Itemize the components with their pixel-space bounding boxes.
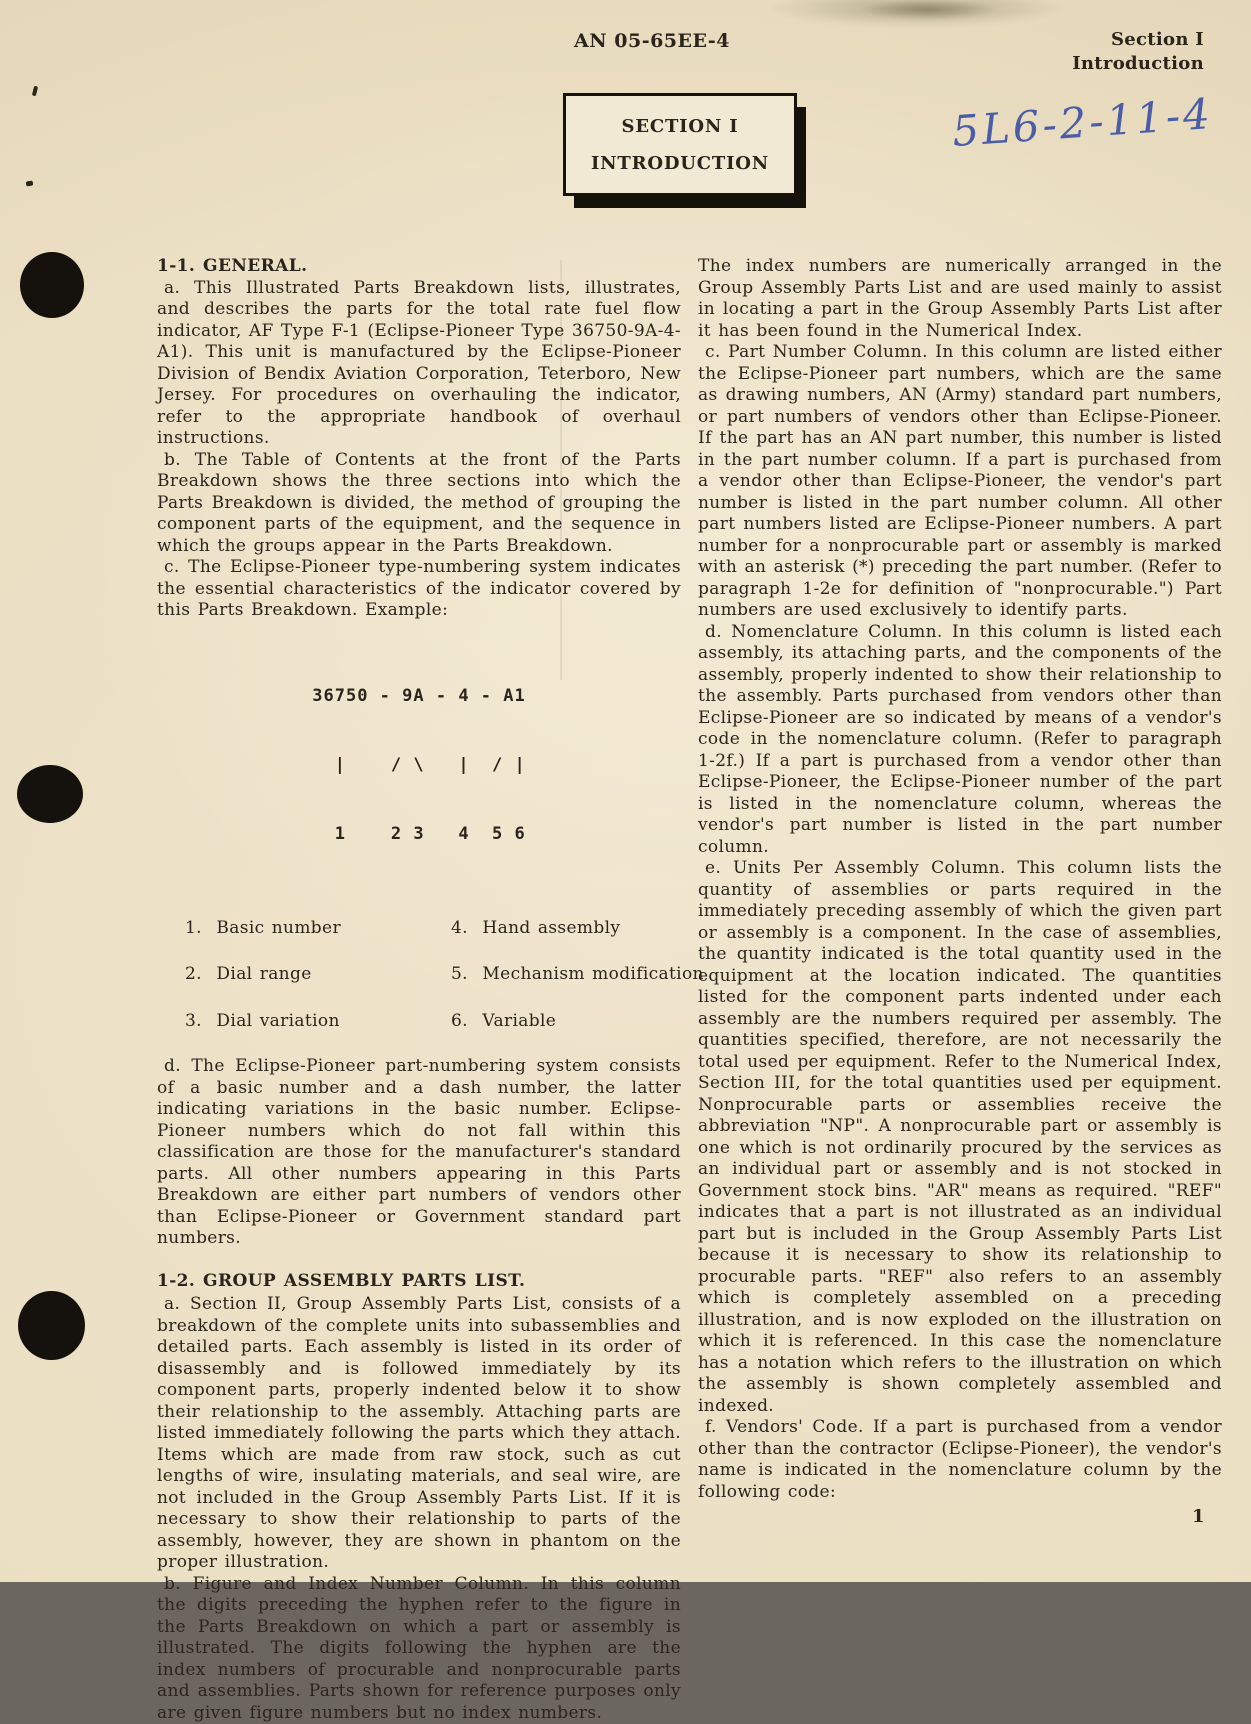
legend-item: 6. Variable: [451, 1011, 704, 1033]
diagram-connector-line: | / \ | / |: [312, 754, 525, 777]
type-number-diagram: [312, 639, 525, 892]
heading-general: 1-1. GENERAL.: [157, 256, 681, 278]
diagram-legend: [185, 918, 681, 1033]
legend-item: 5. Mechanism modification: [451, 964, 704, 986]
document-number: AN 05-65EE-4: [574, 30, 730, 52]
paragraph: a. This Illustrated Parts Breakdown lists, illustrates, and describes the parts for the total rate fuel flow indicator, AF Type F-1 (Eclipse-Pioneer Type 36750-9A-4-A1). This unit is manufactured by the Eclipse-Pioneer Division of Bendix Aviation Corporation, Teterboro, New Jersey. For procedures on overhauling the indicator, refer to the appropriate handbook of overhaul instructions.: [157, 278, 681, 450]
hole-punch: [20, 252, 84, 318]
paragraph: b. Figure and Index Number Column. In this column the digits preceding the hyphen refer to the figure in the Parts Breakdown on which a part or assembly is illustrated. The digits following the hyphen are the index numbers of procurable and nonprocurable parts and assemblies. Parts shown for reference purposes only are given figure numbers but no index numbers.: [157, 1574, 681, 1724]
paragraph: a. Section II, Group Assembly Parts List, consists of a breakdown of the complete units into subassemblies and detailed parts. Each assembly is listed in its order of disassembly and is followed immediately by its component parts, properly indented below it to show their relationship to the assembly. Attaching parts are listed immediately following the parts which they attach. Items which are made from raw stock, such as cut lengths of wire, insulating materials, and seal wire, are not included in the Group Assembly Parts List. If it is necessary to show their relationship to parts of the assembly, however, they are shown in phantom on the proper illustration.: [157, 1294, 681, 1574]
legend-item: 4. Hand assembly: [451, 918, 704, 940]
section-subtitle: INTRODUCTION: [591, 153, 769, 174]
paragraph: c. The Eclipse-Pioneer type-numbering system indicates the essential characteristics of the indicator covered by this Parts Breakdown. Example:: [157, 557, 681, 622]
legend-item: 3. Dial variation: [185, 1011, 451, 1033]
paragraph: f. Vendors' Code. If a part is purchased from a vendor other than the contractor (Eclipse-Pioneer), the vendor's name is indicated in the nomenclature column by the following code:: [698, 1417, 1222, 1503]
legend-item: 2. Dial range: [185, 964, 451, 986]
page-number: 1: [1192, 1506, 1205, 1527]
heading-group-assembly: 1-2. GROUP ASSEMBLY PARTS LIST.: [157, 1271, 681, 1293]
legend-item: 1. Basic number: [185, 918, 451, 940]
stray-ink-mark: [32, 86, 38, 97]
paragraph: d. The Eclipse-Pioneer part-numbering system consists of a basic number and a dash number, the latter indicating variations in the basic number. Eclipse-Pioneer numbers which do not fall within this classification are those for the manufacturer's standard parts. All other numbers appearing in this Parts Breakdown are either part numbers of vendors other than Eclipse-Pioneer or Government standard part numbers.: [157, 1056, 681, 1250]
section-label: Section I: [1072, 28, 1204, 52]
section-title-box: [563, 93, 797, 196]
section-title: SECTION I: [622, 116, 739, 137]
ink-smudge: [860, 0, 1000, 20]
paragraph: d. Nomenclature Column. In this column is listed each assembly, its attaching parts, and the components of the assembly, properly indented to show their relationship to the assembly. Parts purchased from vendors other than Eclipse-Pioneer are so indicated by means of a vendor's code in the nomenclature column. (Refer to paragraph 1-2f.) If a part is purchased from a vendor other than Eclipse-Pioneer, the Eclipse-Pioneer number of the part is listed in the nomenclature column, whereas the vendor's part number is listed in the part number column.: [698, 622, 1222, 859]
handwritten-annotation: 5L6-2-11-4: [951, 89, 1215, 156]
paragraph: e. Units Per Assembly Column. This column lists the quantity of assemblies or parts required in the immediately preceding assembly of which the given part or assembly is a component. In the case of assemblies, the quantity indicated is the total quantity used in the equipment at the location indicated. The quantities listed for the component parts indented under each assembly are the numbers required per assembly. The quantities specified, therefore, are not necessarily the total used per equipment. Refer to the Numerical Index, Section III, for the total quantities used per equipment. Nonprocurable parts or assemblies receive the abbreviation "NP". A nonprocurable part or assembly is one which is not ordinarily procured by the services as an individual part or assembly and is not stocked in Government stock bins. "AR" means as required. "REF" indicates that a part is not illustrated as an individual part but is included in the Group Assembly Parts List because it is necessary to show its relationship to procurable parts. "REF" also refers to an assembly which is completely assembled on a preceding illustration, and is now exploded on the illustration on which it is referenced. In this case the nomenclature has a notation which refers to the illustration on which the assembly is shown completely assembled and indexed.: [698, 858, 1222, 1417]
hole-punch: [17, 765, 83, 823]
hole-punch: [18, 1291, 85, 1360]
paragraph: c. Part Number Column. In this column are listed either the Eclipse-Pioneer part numbers, which are the same as drawing numbers, AN (Army) standard part numbers, or part numbers of vendors other than Eclipse-Pioneer. If the part has an AN part number, this number is listed in the part number column. If a part is purchased from a vendor other than Eclipse-Pioneer, the vendor's part number is listed in the part number column. All other part numbers listed are Eclipse-Pioneer numbers. A part number for a nonprocurable part or assembly is marked with an asterisk (*) preceding the part number. (Refer to paragraph 1-2e for definition of "nonprocurable.") Part numbers are used exclusively to identify parts.: [698, 342, 1222, 622]
diagram-code-line: 36750 - 9A - 4 - A1: [312, 685, 525, 708]
right-text-column: [698, 256, 1222, 1503]
header-section-label: [1072, 28, 1204, 76]
paragraph: b. The Table of Contents at the front of the Parts Breakdown shows the three sections into which the Parts Breakdown is divided, the method of grouping the component parts of the equipment, and the sequence in which the groups appear in the Parts Breakdown.: [157, 450, 681, 558]
paragraph: The index numbers are numerically arranged in the Group Assembly Parts List and are used mainly to assist in locating a part in the Group Assembly Parts List after it has been found in the Numerical Index.: [698, 256, 1222, 342]
section-sublabel: Introduction: [1072, 52, 1204, 76]
left-text-column: [157, 256, 681, 1724]
stray-ink-mark: [26, 181, 34, 187]
diagram-digits-line: 1 2 3 4 5 6: [312, 823, 525, 846]
